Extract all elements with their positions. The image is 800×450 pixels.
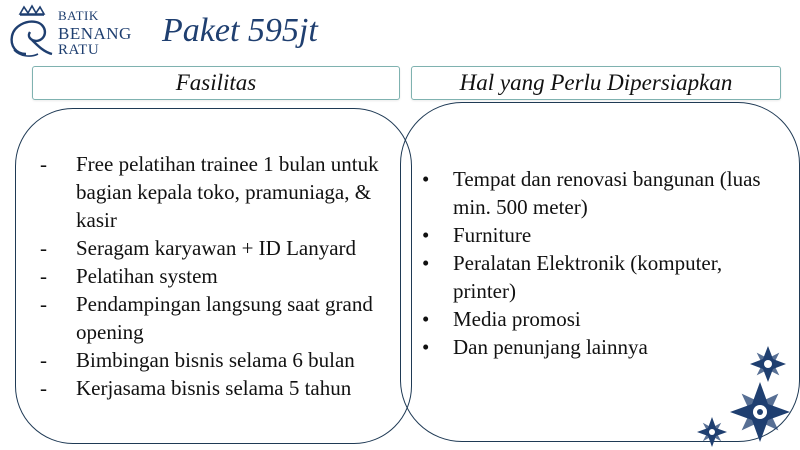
dash-marker: - xyxy=(40,236,47,260)
list-item xyxy=(40,234,400,262)
dash-marker: - xyxy=(40,152,47,176)
bullet-marker: • xyxy=(422,167,430,191)
batik-ornament-icon xyxy=(690,340,800,450)
list-item-text: Bimbingan bisnis selama 6 bulan xyxy=(76,348,355,372)
bullet-marker: • xyxy=(422,251,430,275)
bullet-marker: • xyxy=(422,223,430,247)
list-item xyxy=(40,346,400,374)
list-item xyxy=(420,165,780,221)
dash-marker: - xyxy=(40,264,47,288)
list-item-text: Kerjasama bisnis selama 5 tahun xyxy=(76,376,352,400)
list-item-text: Pendampingan langsung saat grand opening xyxy=(76,292,373,344)
dash-marker: - xyxy=(40,376,47,400)
facilities-list xyxy=(40,150,400,402)
logo-line-ratu: RATU xyxy=(58,42,100,58)
list-item xyxy=(420,221,780,249)
logo-line-batik: BATIK xyxy=(58,8,99,23)
list-item xyxy=(40,262,400,290)
dash-marker: - xyxy=(40,292,47,316)
crown-monogram-icon xyxy=(6,4,58,60)
list-item-text: Peralatan Elektronik (komputer, printer) xyxy=(453,251,723,303)
list-item-text: Tempat dan renovasi bangunan (luas min. 500 meter) xyxy=(453,167,761,219)
list-item xyxy=(420,249,780,305)
preparation-list xyxy=(420,165,780,361)
list-item xyxy=(40,150,400,234)
bullet-marker: • xyxy=(422,307,430,331)
facilities-header: Fasilitas xyxy=(32,66,400,100)
page-title: Paket 595jt xyxy=(162,12,318,49)
list-item-text: Pelatihan system xyxy=(76,264,218,288)
logo-line-benang: BENANG xyxy=(58,24,132,43)
list-item xyxy=(40,290,400,346)
list-item-text: Free pelatihan trainee 1 bulan untuk bagian kepala toko, pramuniaga, & kasir xyxy=(76,152,379,232)
preparation-header: Hal yang Perlu Dipersiapkan xyxy=(411,66,781,100)
dash-marker: - xyxy=(40,348,47,372)
list-item xyxy=(40,374,400,402)
list-item xyxy=(420,305,780,333)
brand-logo xyxy=(6,4,146,60)
list-item-text: Media promosi xyxy=(453,307,581,331)
list-item-text: Dan penunjang lainnya xyxy=(453,335,648,359)
list-item-text: Seragam karyawan + ID Lanyard xyxy=(76,236,357,260)
list-item-text: Furniture xyxy=(453,223,532,247)
bullet-marker: • xyxy=(422,335,430,359)
